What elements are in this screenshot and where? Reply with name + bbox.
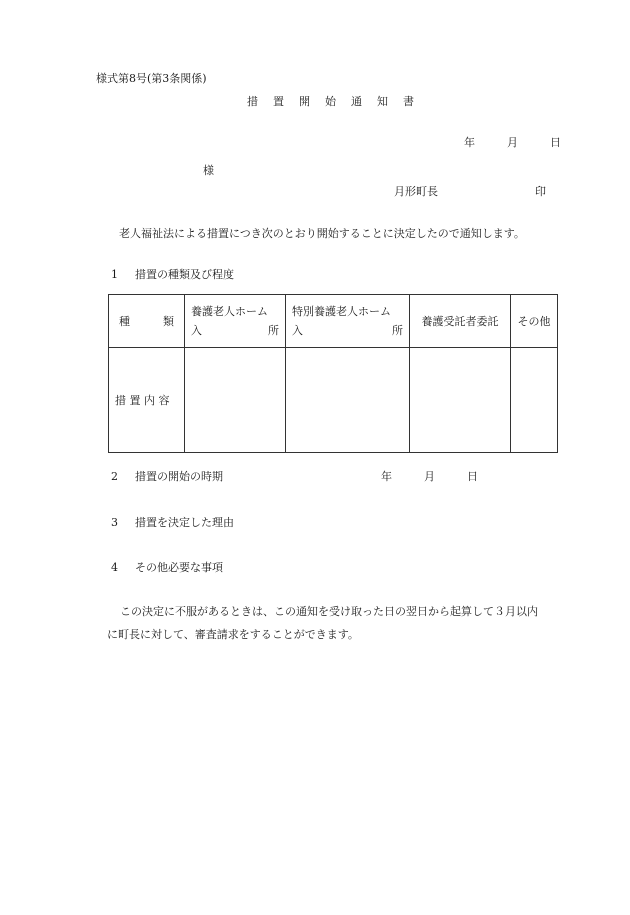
appeal-notice-line-1: この決定に不服があるときは、この通知を受け取った日の翌日から起算して３月以内 <box>120 605 538 618</box>
col-header-nursing-home <box>185 295 286 348</box>
col-header-other: その他 <box>511 295 558 348</box>
col-header-special-nursing-home-line1: 特別養護老人ホーム <box>292 305 391 318</box>
seal-mark: 印 <box>535 185 546 198</box>
section-2-year: 年 <box>381 470 392 483</box>
form-number: 様式第8号(第3条関係) <box>96 72 207 85</box>
section-1 <box>111 266 234 282</box>
col-header-foster-care: 養護受託者委託 <box>410 295 511 348</box>
document-title: 措置開始通知書 <box>247 95 429 108</box>
content-cell-foster-care <box>410 348 511 453</box>
col-header-special-nursing-home <box>286 295 410 348</box>
section-3-number: 3 <box>111 516 118 529</box>
section-1-title: 措置の種類及び程度 <box>135 268 234 281</box>
section-2-number: 2 <box>111 470 118 483</box>
col-header-special-nursing-home-line2-right: 所 <box>392 324 403 337</box>
row-header-content: 措 置 内 容 <box>109 348 185 453</box>
row-header-type <box>109 295 185 348</box>
col-header-nursing-home-line1: 養護老人ホーム <box>191 305 268 318</box>
date-month: 月 <box>507 136 518 149</box>
col-header-nursing-home-line2-right: 所 <box>268 324 279 337</box>
section-2-date <box>381 468 478 484</box>
row-header-type-char-2: 類 <box>163 315 174 328</box>
date-line <box>464 134 561 150</box>
measures-table <box>108 294 558 453</box>
col-header-special-nursing-home-line2-left: 入 <box>292 324 303 337</box>
content-cell-special-nursing-home <box>286 348 410 453</box>
content-cell-other <box>511 348 558 453</box>
date-day: 日 <box>550 136 561 149</box>
intro-text: 老人福祉法による措置につき次のとおり開始することに決定したので通知します。 <box>119 227 525 240</box>
section-2-title: 措置の開始の時期 <box>135 470 223 483</box>
section-2-month: 月 <box>424 470 435 483</box>
appeal-notice-line-2: に町長に対して、審査請求をすることができます。 <box>107 628 359 641</box>
addressee-suffix: 様 <box>203 164 214 177</box>
section-3-title: 措置を決定した理由 <box>135 516 234 529</box>
section-4-title: その他必要な事項 <box>135 561 223 574</box>
issuer-name: 月形町長 <box>394 185 438 198</box>
section-1-number: 1 <box>111 268 118 281</box>
date-year: 年 <box>464 136 475 149</box>
col-header-nursing-home-line2-left: 入 <box>191 324 202 337</box>
section-3 <box>111 514 234 530</box>
section-2 <box>111 468 223 484</box>
row-header-type-char-1: 種 <box>119 315 130 328</box>
section-4 <box>111 559 223 575</box>
section-2-day: 日 <box>467 470 478 483</box>
content-cell-nursing-home <box>185 348 286 453</box>
section-4-number: 4 <box>111 561 118 574</box>
